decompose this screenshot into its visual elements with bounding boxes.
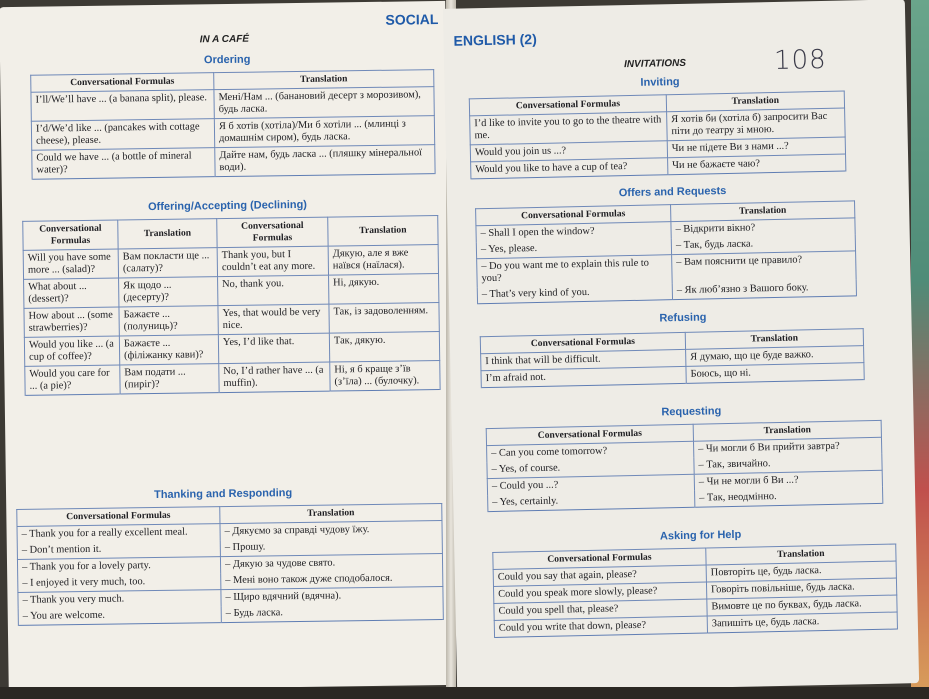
cell: – Дякуємо за справді чудову їжу. [220,521,442,541]
thanking-table [16,503,444,626]
cell: Я думаю, що це буде важко. [686,346,864,367]
col-header: Translation [118,219,217,249]
refusing-heading: Refusing [659,311,707,325]
cell: – Відкрити вікно? [671,218,855,238]
left-page [0,1,455,691]
col-header: Conversational Formulas [17,507,220,527]
cell: – Чи не могли б Ви ...? [694,470,882,490]
right-page [443,0,919,693]
cell: Дякую, але я вже наївся (наїлася). [328,245,438,276]
col-header: Conversational Formulas [480,332,685,353]
col-header: Conversational Formulas [23,220,118,250]
cell: What about ... (dessert)? [24,278,119,308]
cell: Will you have some more ... (salad)? [23,249,118,279]
cell: – Вам пояснити це правило? [672,251,857,283]
cell: – Thank you very much. [18,590,221,609]
requesting-table [486,420,884,512]
col-header: Translation [685,329,863,350]
cell: Чи не бажаєте чаю? [668,154,846,175]
col-header: Conversational Formulas [493,548,706,569]
cell: Бажаєте ... (полуниць)? [119,306,218,336]
header-social: SOCIAL [385,11,439,28]
cell: – Дякую за чудове свято. [220,554,442,574]
cell: Запишіть це, будь ласка. [707,612,897,633]
cell: Would you join us ...? [470,141,667,162]
col-header: Translation [666,91,844,112]
cell: – Thank you for a really excellent meal. [17,524,220,543]
ordering-table [30,69,435,180]
cell: I’d/We’d like ... (pancakes with cottage cheese), please. [31,119,214,151]
requesting-heading: Requesting [661,405,722,419]
cell: Говоріть повільніше, будь ласка. [706,578,896,599]
cell: I think that will be difficult. [481,349,686,370]
col-header: Translation [706,544,896,565]
cell: No, thank you. [218,275,329,306]
cell: Could you say that again, please? [493,565,706,586]
cell: Дайте нам, будь ласка ... (пляшку мінеральної води). [215,145,435,177]
col-header: Translation [220,504,442,524]
cell: – That’s very kind of you. [477,283,672,304]
cell: – Yes, certainly. [488,491,695,512]
cell: – Yes, of course. [487,458,694,479]
cell: – You are welcome. [18,606,221,625]
col-header: Conversational Formulas [476,205,671,226]
cell: Так, дякую. [329,332,439,363]
thanking-heading: Thanking and Responding [153,487,293,502]
cell: I’m afraid not. [481,366,686,387]
cell: Бажаєте ... (філіжанку кави)? [119,335,218,365]
handwritten-page-number: 108 [773,44,827,76]
cell: – Shall I open the window? [476,222,671,243]
cell: – Будь ласка. [221,603,443,623]
cell: Would you care for ... (a pie)? [25,365,120,395]
cell: Я б хотів (хотіла)/Ми б хотіли ... (млинці з домашнім сиром), будь ласка. [214,116,434,148]
cell: – Чи могли б Ви прийти завтра? [693,437,881,457]
cell: – Could you ...? [487,474,694,495]
cell: Would you like ... (a cup of coffee)? [24,336,119,366]
col-header: Translation [328,216,438,247]
cell: Thank you, but I couldn’t eat any more. [217,246,328,277]
cell: Could you write that down, please? [494,616,707,637]
cell: Я хотів би (хотіла б) запросити Вас піти до театру зі мною. [667,108,846,141]
cell: Так, із задоволенням. [329,303,439,334]
offering-heading: Offering/Accepting (Declining) [147,198,308,214]
header-english: ENGLISH (2) [453,30,537,49]
cell: Повторіть це, будь ласка. [706,561,896,582]
offers-heading: Offers and Requests [618,185,727,200]
cell: – Thank you for a lovely party. [17,557,220,576]
table-surface [0,687,929,699]
cell: – Так, неодмінно. [695,487,883,507]
cell: Ні, я б краще з’їв (з’їла) ... (булочку). [330,361,440,392]
cell: Could you speak more slowly, please? [493,582,706,603]
cell: – Так, будь ласка. [671,234,855,254]
cell: Вам подати ... (пиріг)? [120,364,219,394]
cell: – I enjoyed it very much, too. [18,573,221,592]
col-header: Translation [693,420,881,441]
cell: Would you like to have a cup of tea? [471,158,668,179]
cell: – Так, звичайно. [694,454,882,474]
cell: I’d like to invite you to go to the theatre with me. [470,112,668,145]
cell: Чи не підете Ви з нами ...? [667,137,845,158]
cell: Could we have ... (a bottle of mineral water)? [32,148,215,180]
cell: – Щиро вдячний (вдячна). [221,587,443,607]
col-header: Conversational Formulas [31,73,214,93]
cell: Yes, that would be very nice. [218,304,329,335]
cell: – Yes, please. [476,238,671,259]
ordering-heading: Ordering [203,53,251,67]
cell: Мені/Нам ... (банановий десерт з морозивом), будь ласка. [214,87,434,119]
help-table [492,544,898,638]
cell: – Don’t mention it. [17,540,220,559]
cell: Could you spell that, please? [494,599,707,620]
offering-table [22,215,440,396]
help-heading: Asking for Help [659,528,742,543]
col-header: Translation [214,70,434,90]
cell: Yes, I’d like that. [218,333,329,364]
col-header: Translation [671,201,855,222]
cell: – Do you want me to explain this rule to you? [477,255,673,288]
cell: How about ... (some strawberries)? [24,307,119,337]
cell: Вам покласти ще ... (салату)? [118,248,217,278]
cell: – Can you come tomorrow? [487,441,694,462]
cell: Як щодо ... (десерту)? [119,277,218,307]
inviting-heading: Inviting [640,75,680,89]
cell: Ні, дякую. [329,274,439,305]
offers-table [475,200,857,304]
cell: – Як люб’язно з Вашого боку. [672,279,856,299]
cell: – Мені воно також дуже сподобалося. [221,570,443,590]
cell: Вимовте це по буквах, будь ласка. [707,595,897,616]
cell: – Прошу. [220,537,442,557]
left-title: IN A CAFÉ [199,33,250,46]
refusing-table [480,328,865,388]
cell: I’ll/We’ll have ... (a banana split), please. [31,90,214,122]
inviting-table [469,91,847,180]
cell: No, I’d rather have ... (a muffin). [219,362,330,393]
right-title: INVITATIONS [623,57,687,71]
col-header: Conversational Formulas [469,95,666,116]
col-header: Conversational Formulas [217,217,328,248]
col-header: Conversational Formulas [486,424,693,445]
cell: Боюсь, що ні. [686,363,864,384]
